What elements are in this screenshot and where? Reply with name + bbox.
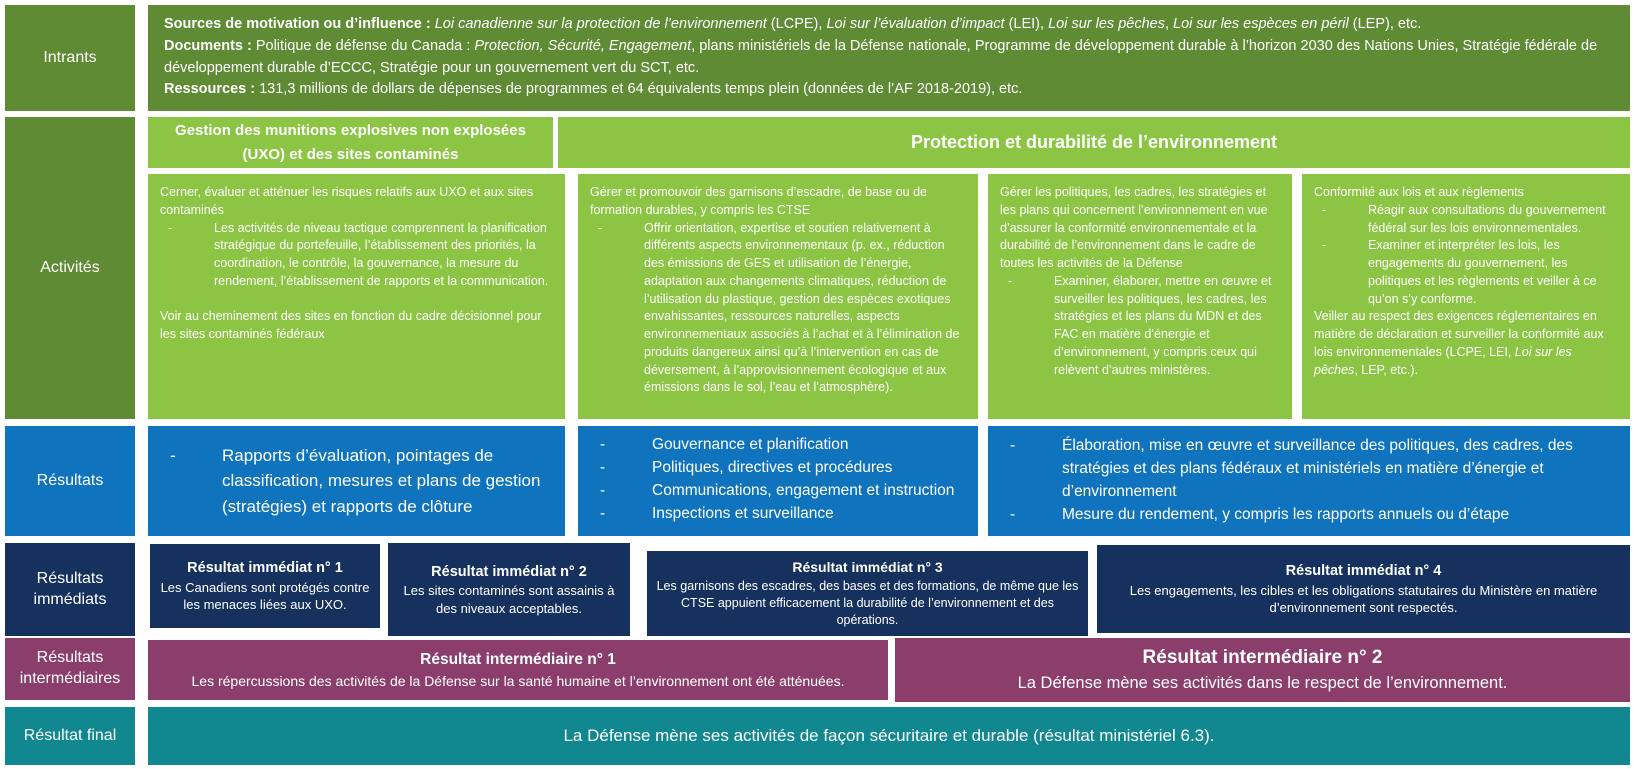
row-label-activites: Activités [5,117,135,419]
bullet-item [590,480,966,503]
resultat-intermediaire-1 [148,640,888,700]
activity-box-politiques [988,174,1292,419]
bullet-dash: - [598,220,603,235]
bullet-text: Élaboration, mise en œuvre et surveillance des politiques, des cadres, des stratégies et des plans fédéraux et ministériels en matière d’énergie et d’environnement [1062,437,1573,500]
bullet-item [1314,237,1618,308]
resultat-final-box [148,707,1630,765]
resultat-final-text: La Défense mène ses activités de façon sécuritaire et durable (résultat ministériel 6.3). [563,726,1215,745]
activity-bullets [590,220,966,398]
bullet-item [590,503,966,526]
bullet-dash: - [1322,238,1327,253]
activities-header-uxo-text: Gestion des munitions explosives non explosées (UXO) et des sites contaminés [175,121,526,163]
resultat-immediat-1 [150,544,380,628]
resultat-immediat-3 [647,551,1088,636]
bullet-dash: - [600,436,606,453]
resultats-box-elaboration [988,426,1630,536]
activity-intro: Conformité aux lois et aux règlements [1314,185,1524,199]
bullet-item [1000,504,1618,527]
row-label-resultats: Résultats [5,426,135,536]
bullet-text: Les activités de niveau tactique comprennent la planification stratégique du portefeuille, l’établissement des priorités, la coordination, le contrôle, la gouvernance, la mesure du rendement, l’établissement de rapports et la communication. [214,220,549,288]
bullet-dash: - [1322,202,1327,217]
resultats-box-rapports [148,426,565,536]
activity-intro: Gérer et promouvoir des garnisons d’escadre, de base ou de formation durables, y compris les CTSE [590,185,927,217]
bullet-text: Inspections et surveillance [652,504,834,522]
bullet-text: Examiner et interpréter les lois, les engagements du gouvernement, les politiques et les règlements et veiller à ce qu’on s’y conforme. [1368,238,1597,306]
activities-header-uxo [148,117,553,168]
activity-intro: Gérer les politiques, les cadres, les stratégies et les plans qui concernent l’environnement en vue d’assurer la conformité environnementale et la durabilité de l’environnement dans le cadre de toutes les activités de la Défense [1000,185,1268,270]
resultat-intermediaire-1-title: Résultat intermédiaire n° 1 [420,650,616,668]
resultats-bullets [1000,435,1618,527]
bullet-item [590,434,966,457]
row-label-resultat-final: Résultat final [5,707,135,765]
bullet-dash: - [1010,505,1016,523]
row-label-intrants: Intrants [5,5,135,111]
resultat-immediat-2-body: Les sites contaminés sont assainis à des niveaux acceptables. [403,583,615,616]
resultat-immediat-4-body: Les engagements, les cibles et les obligations statutaires du Ministère en matière d’environnement sont respectés. [1129,582,1598,616]
activity-bullets [1000,273,1280,380]
bullet-item [160,443,553,520]
row-label-resultats-immediats: Résultats immédiats [5,543,135,636]
bullet-dash: - [1008,273,1013,288]
resultat-immediat-1-title: Résultat immédiat n° 1 [187,560,343,577]
resultat-intermediaire-2 [895,638,1630,702]
resultat-intermediaire-1-body: Les répercussions des activités de la Défense sur la santé humaine et l’environnement ont été atténuées. [191,673,845,690]
bullet-item [1000,273,1280,380]
activity-bullets [1314,202,1618,309]
bullet-dash: - [600,458,606,476]
activities-header-environnement-text: Protection et durabilité de l’environnement [910,132,1278,152]
activity-box-conformite [1302,174,1630,419]
resultat-immediat-4 [1097,545,1630,633]
row-label-resultats-intermediaires: Résultats intermédiaires [5,638,135,700]
resultats-bullets [590,434,966,526]
bullet-dash: - [168,220,173,235]
bullet-text: Examiner, élaborer, mettre en œuvre et surveiller les politiques, les cadres, les stratégies et les plans du MDN et des FAC en matière d’énergie et d’environnement, y compris ceux qui relèvent d’autres ministères. [1054,273,1272,377]
bullet-text: Communications, engagement et instruction [652,481,955,499]
bullet-text: Mesure du rendement, y compris les rapports annuels ou d’étape [1062,505,1510,523]
resultats-box-gouvernance [578,426,978,536]
activity-bullets [160,220,553,291]
intrants-box [148,5,1630,111]
intrants-line-sources: Sources de motivation ou d’influence : Loi canadienne sur la protection de l’environnement (LCPE), Loi sur l’évaluation d’impact (LEI), Loi sur les pêches, Loi sur les espèces en péril (LEP), etc. [164,16,1422,32]
resultat-immediat-4-title: Résultat immédiat n° 4 [1285,563,1442,580]
bullet-item [590,457,966,480]
bullet-text: Gouvernance et planification [652,436,849,453]
bullet-dash: - [600,481,606,499]
bullet-text: Offrir orientation, expertise et soutien relativement à différents aspects environnementaux (p. ex., réduction des émissions de GES et utilisation de l’énergie, adaptation aux changements climatiques, réduction de l’utilisation du plastique, gestion des espèces exotiques envahissantes, ressources naturelles, aspects environnementaux associés à l’achat et à l’élimination de produits dangereux ainsi qu’à l’intervention en cas de déversement, à l’approvisionnement écologique et aux émissions dans le sol, l’eau et l’atmosphère). [644,220,960,395]
resultats-bullets [160,443,553,520]
resultat-immediat-1-body: Les Canadiens sont protégés contre les menaces liées aux UXO. [160,579,370,613]
bullet-item [590,220,966,398]
bullet-item [1000,435,1618,504]
bullet-text: Rapports d’évaluation, pointages de classification, mesures et plans de gestion (stratégies) et rapports de clôture [222,445,541,516]
resultat-intermediaire-2-title: Résultat intermédiaire n° 2 [1142,647,1383,669]
bullet-dash: - [170,445,176,465]
activity-intro: Cerner, évaluer et atténuer les risques relatifs aux UXO et aux sites contaminés [160,185,534,217]
activity-box-uxo-sites [148,174,565,419]
intrants-line-documents: Documents : Politique de défense du Canada : Protection, Sécurité, Engagement, plans ministériels de la Défense nationale, Programme de développement durable à l’horizon 2030 des Nations Unies, Stratégie fédérale de développement durable d’ECCC, Stratégie pour un gouvernement vert du SCT, etc. [164,37,1598,76]
bullet-dash: - [600,504,606,522]
activities-header-environnement [558,117,1630,168]
bullet-text: Réagir aux consultations du gouvernement fédéral sur les lois environnementales. [1368,202,1606,235]
bullet-text: Politiques, directives et procédures [652,458,893,476]
resultat-immediat-3-title: Résultat immédiat n° 3 [792,559,943,576]
bullet-dash: - [1010,437,1016,455]
activity-footer: Veiller au respect des exigences réglementaires en matière de déclaration et surveiller la conformité aux lois environnementales (LCPE, LEI, Loi sur les pêches, LEP, etc.). [1314,309,1604,377]
resultat-immediat-2-title: Résultat immédiat n° 2 [431,563,587,580]
bullet-item [160,220,553,291]
resultat-immediat-3-body: Les garnisons des escadres, des bases et des formations, de même que les CTSE appuient efficacement la durabilité de l’environnement et des opérations. [656,578,1079,627]
resultat-intermediaire-2-body: La Défense mène ses activités dans le respect de l’environnement. [1017,673,1508,692]
activity-box-garnisons [578,174,978,419]
activity-footer: Voir au cheminement des sites en fonction du cadre décisionnel pour les sites contaminés fédéraux [160,309,542,341]
resultat-immediat-2 [388,543,630,636]
bullet-item [1314,202,1618,238]
intrants-line-ressources: Ressources : 131,3 millions de dollars de dépenses de programmes et 64 équivalents temps plein (données de l’AF 2018-2019), etc. [164,81,1023,98]
